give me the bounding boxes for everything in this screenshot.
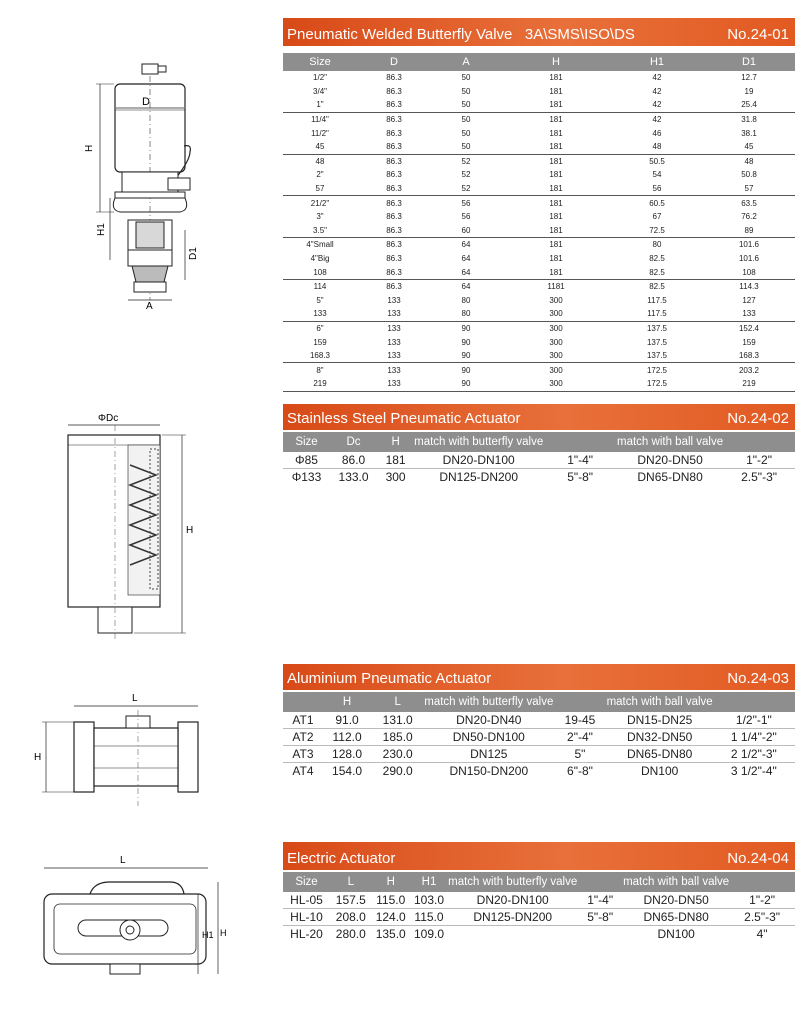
table-cell: 90 [461,351,471,361]
column-header: Size [283,53,357,71]
table-row [283,892,795,909]
table-cell: 82.5 [611,279,703,293]
table-cell: 300 [549,337,563,347]
table-cell: DN20-DN100 [448,892,577,909]
table-cell: 38.1 [741,128,757,138]
table-cell: 90 [431,321,501,335]
section-number: No.24-02 [727,410,789,427]
column-header: D [357,53,431,71]
table-cell: 181 [549,128,563,138]
table-cell: 86.3 [386,170,402,180]
table-cell: 50 [461,100,471,110]
table-cell: 80 [461,295,471,305]
table-cell: 300 [549,295,563,305]
table-cell: 208.0 [330,909,372,926]
table-cell: 300 [501,377,611,391]
table-cell: 3/4" [313,86,327,96]
column-header: match with ball valve [623,872,729,892]
electric-actuator-drawing [30,846,230,996]
table-cell: AT4 [292,764,314,778]
table-cell: 42 [652,100,662,110]
table-cell: 152.4 [703,321,795,335]
table-cell: 133 [313,309,327,319]
table-cell: 181 [549,86,563,96]
table-cell: DN100 [657,927,695,941]
table-cell: 89 [744,225,754,235]
table-row [283,377,795,391]
table-cell: DN20-DN100 [414,452,543,469]
table-cell: 5"-8" [577,909,623,926]
table-cell: 124.0 [372,909,410,926]
table-cell: 64 [461,254,471,264]
table-cell: DN20-DN50 [623,892,729,909]
table-cell: 137.5 [611,321,703,335]
table-cell: 181 [549,184,563,194]
table-cell: 3" [316,212,324,222]
table-row [283,85,795,99]
table-cell: 127 [742,295,756,305]
table-cell: 86.3 [386,225,402,235]
table-cell: 137.5 [646,351,668,361]
table-row [283,294,795,308]
table-cell: 86.3 [357,196,431,210]
table-cell [577,926,623,943]
table-cell: 50 [461,73,471,83]
table-cell: 67 [652,212,662,222]
table-cell: 80 [461,309,471,319]
table-cell: 42 [652,73,662,83]
table-cell: 19-45 [553,712,606,729]
table-cell: DN20-DN40 [424,712,553,729]
column-header [729,872,795,892]
table-row [283,98,795,112]
table-cell: 64 [461,267,471,277]
table-cell: 90 [461,337,471,347]
table-cell: 86.3 [357,154,431,168]
column-header: D1 [703,53,795,71]
table-cell: 63.5 [703,196,795,210]
table-cell: 137.5 [646,337,668,347]
table-cell: 1"-2" [723,452,795,469]
table-row [283,238,795,252]
table-cell: 172.5 [611,363,703,377]
table-cell: 290.0 [382,764,413,778]
table-cell: 1" [316,100,324,110]
table-row [283,140,795,154]
table-cell: 50.5 [611,154,703,168]
butterfly-valve-drawing [80,60,210,310]
table-cell: 1181 [501,279,611,293]
table-cell: DN125-DN200 [439,470,519,484]
table-cell: 48 [652,142,662,152]
stainless-actuator-drawing [58,405,208,645]
table-cell: 230.0 [371,746,424,763]
table-cell: 159 [313,337,327,347]
table-cell: 133 [387,295,401,305]
table-cell: 45 [315,142,325,152]
table-cell: 181 [501,238,611,252]
column-header [723,432,795,452]
table-cell: 64 [431,279,501,293]
table-cell: 117.5 [647,309,667,319]
table-cell: 80 [611,238,703,252]
table-cell: 181 [501,154,611,168]
table-cell: Φ133 [291,470,322,484]
table-cell: 60.5 [611,196,703,210]
table-cell: 6"-8" [567,764,593,778]
table-row [283,746,795,763]
table-cell: 157.5 [330,892,372,909]
table-cell: 133 [357,363,431,377]
table-cell: 133 [357,377,431,391]
table-row [283,469,795,486]
table-row [283,452,795,469]
dim-label-Dc: ΦDc [98,413,119,424]
aluminium-actuator-table [283,692,795,779]
table-cell: HL-20 [290,927,323,941]
table-cell: 131.0 [371,712,424,729]
dim-label-H: H [186,525,194,536]
table-cell: DN50-DN100 [424,729,553,746]
table-cell: 115.0 [372,892,410,909]
butterfly-valve-table [283,53,795,392]
table-cell: 52 [431,154,501,168]
table-cell: 133 [387,337,401,347]
table-cell: 114.3 [703,279,795,293]
table-cell: 168.3 [738,351,760,361]
column-header: H [377,432,414,452]
table-cell: 133 [742,309,756,319]
table-cell: 108 [742,267,756,277]
table-cell: 112.0 [323,729,371,746]
dim-label-H1: H1 [202,930,214,940]
dim-label-H: H [84,144,95,152]
table-cell: HL-10 [283,909,330,926]
section-banner-24-04 [283,842,795,870]
table-cell: 86.3 [386,100,402,110]
column-header: H1 [410,872,448,892]
table-cell: DN125-DN200 [448,909,577,926]
dim-label-H1: H1 [96,223,107,236]
column-header: H [323,692,371,712]
table-cell: 133 [387,351,401,361]
table-cell: 300 [549,309,563,319]
table-cell: 114 [283,279,357,293]
table-row [283,926,795,943]
column-header: match with ball valve [617,432,723,452]
section-banner-24-02 [283,404,795,430]
table-cell: 5" [316,295,324,305]
table-cell: DN15-DN25 [607,712,713,729]
table-cell: 181 [549,142,563,152]
table-cell: 101.6 [738,254,760,264]
column-header [577,872,623,892]
table-cell: 46 [652,128,662,138]
section-title: Stainless Steel Pneumatic Actuator [287,410,521,427]
section-number: No.24-03 [727,670,789,687]
table-cell: 3 1/2"-4" [730,764,777,778]
table-cell: 86.3 [386,254,402,264]
table-cell: Φ85 [283,452,330,469]
table-cell: 42 [652,86,662,96]
table-cell: 86.3 [386,73,402,83]
table-cell: 6" [283,321,357,335]
table-cell: 11/4" [283,112,357,126]
section-banner-24-01 [283,18,795,46]
column-header [553,692,606,712]
table-cell: 86.3 [357,112,431,126]
table-cell: 86.3 [386,267,402,277]
table-row [283,224,795,238]
dim-label-H: H [220,928,227,938]
table-cell: 54 [652,170,662,180]
table-cell: 86.0 [330,452,377,469]
column-header [283,692,323,712]
stainless-actuator-table [283,432,795,485]
table-cell: 86.3 [386,212,402,222]
table-cell: 64 [431,238,501,252]
section-number: No.24-01 [727,26,789,43]
column-header: L [371,692,424,712]
table-cell: 300 [501,321,611,335]
table-row [283,279,795,293]
column-header: match with ball valve [607,692,713,712]
table-cell: 300 [385,470,406,484]
table-cell: 103.0 [410,892,448,909]
table-cell: 91.0 [323,712,371,729]
table-cell: 12.7 [741,73,757,83]
table-row [283,909,795,926]
table-cell: 181 [549,254,563,264]
table-cell: 2 1/2"-3" [713,746,795,763]
column-header [543,432,617,452]
column-header: A [431,53,501,71]
table-cell: 90 [431,377,501,391]
table-row [283,168,795,182]
table-cell: 82.5 [649,254,665,264]
table-cell: 82.5 [649,267,665,277]
table-cell: 45 [744,142,754,152]
table-cell: 72.5 [649,225,665,235]
table-cell: 50 [431,112,501,126]
table-cell: 50.8 [741,170,757,180]
table-cell: 154.0 [332,764,363,778]
table-cell: HL-05 [283,892,330,909]
table-cell: 280.0 [335,927,366,941]
table-cell: 57 [315,184,325,194]
table-cell: 181 [501,196,611,210]
table-cell: 128.0 [323,746,371,763]
table-cell: 133 [357,321,431,335]
table-cell: 1"-4" [577,892,623,909]
table-cell: 172.5 [611,377,703,391]
column-header: H [501,53,611,71]
table-cell: 1/2" [313,73,327,83]
section-title: Aluminium Pneumatic Actuator [287,670,492,687]
table-cell: 219 [283,377,357,391]
table-row [283,307,795,321]
table-row [283,363,795,377]
column-header: H [372,872,410,892]
table-cell: AT3 [283,746,323,763]
table-row [283,196,795,210]
column-header: Size [283,872,330,892]
table-row [283,182,795,196]
table-cell [448,926,577,943]
table-cell: 56 [461,212,471,222]
table-cell: 1 1/4"-2" [713,729,795,746]
table-cell: 25.4 [741,100,757,110]
table-cell: 181 [549,170,563,180]
table-cell: 50 [461,86,471,96]
table-cell: 181 [549,73,563,83]
table-cell: AT2 [283,729,323,746]
table-cell: 52 [461,170,471,180]
table-cell: 4"Small [283,238,357,252]
table-cell: 181 [549,225,563,235]
table-cell: 168.3 [309,351,331,361]
dim-label-L: L [120,855,126,866]
table-cell: 1"-2" [729,892,795,909]
table-cell: 86.3 [357,279,431,293]
section-title: Electric Actuator [287,850,396,867]
table-cell: 86.3 [386,86,402,96]
table-cell: 1/2"-1" [713,712,795,729]
table-cell: 11/2" [311,128,329,138]
table-cell: 181 [549,100,563,110]
table-cell: 219 [703,377,795,391]
table-cell: 86.3 [357,238,431,252]
table-cell: 19 [744,86,754,96]
table-cell: 52 [461,184,471,194]
dim-label-D1: D1 [188,247,199,260]
table-cell: DN65-DN80 [623,909,729,926]
table-cell: 108 [313,267,327,277]
column-header: match with butterfly valve [414,432,543,452]
table-cell: 115.0 [410,909,448,926]
dim-label-A: A [146,301,153,310]
column-header: match with butterfly valve [424,692,553,712]
table-cell: 159 [742,337,756,347]
column-header: match with butterfly valve [448,872,577,892]
table-cell: 117.5 [647,295,667,305]
table-row [283,712,795,729]
table-row [283,763,795,780]
table-cell: 5"-8" [567,470,594,484]
table-cell: 181 [549,212,563,222]
table-cell: 133 [387,309,401,319]
table-cell: DN20-DN50 [617,452,723,469]
table-row [283,252,795,266]
table-cell: 181 [549,267,563,277]
table-cell: 4" [756,927,768,941]
table-cell: 90 [431,363,501,377]
table-cell: 42 [611,112,703,126]
table-row [283,729,795,746]
table-cell: 3.5" [313,225,327,235]
table-cell: 4"Big [310,254,330,264]
column-header: Dc [330,432,377,452]
table-cell: 31.8 [703,112,795,126]
table-cell: 300 [549,351,563,361]
table-cell: 56 [652,184,662,194]
section-banner-24-03 [283,664,795,690]
table-cell: 185.0 [371,729,424,746]
table-cell: 48 [703,154,795,168]
table-row [283,210,795,224]
table-cell: 86.3 [386,142,402,152]
table-cell: 2"-4" [553,729,606,746]
table-cell: 60 [461,225,471,235]
table-cell: 76.2 [741,212,757,222]
section-number: No.24-04 [727,850,789,867]
section-title: Pneumatic Welded Butterfly Valve 3A\SMS\ISO\DS [287,26,635,43]
table-cell: 2" [316,170,324,180]
column-header: Size [283,432,330,452]
table-cell: 135.0 [375,927,406,941]
table-cell: 86.3 [386,128,402,138]
dim-label-H: H [34,752,42,763]
column-header: L [330,872,372,892]
table-cell: 101.6 [703,238,795,252]
table-cell: 5" [553,746,606,763]
table-cell: 57 [744,184,754,194]
table-cell: DN100 [640,764,679,778]
table-row [283,265,795,279]
table-cell: 2.5"-3" [729,909,795,926]
table-cell: 50 [461,142,471,152]
table-cell: 48 [283,154,357,168]
table-cell: 56 [431,196,501,210]
table-cell: 133.0 [338,470,369,484]
table-cell: DN32-DN50 [607,729,713,746]
table-cell: 109.0 [413,927,445,941]
table-cell: 2.5"-3" [741,470,777,484]
dim-label-D: D [142,96,150,108]
electric-actuator-table [283,872,795,942]
column-header [713,692,795,712]
table-cell: DN65-DN80 [637,470,703,484]
column-header: H1 [611,53,703,71]
aluminium-actuator-drawing [30,688,210,818]
dim-label-L: L [132,693,138,704]
table-row [283,321,795,335]
table-row [283,126,795,140]
table-cell: 21/2" [283,196,357,210]
table-cell: AT1 [283,712,323,729]
table-cell: 86.3 [386,184,402,194]
table-row [283,335,795,349]
table-cell: 50 [461,128,471,138]
table-row [283,154,795,168]
table-cell: 8" [283,363,357,377]
table-cell: 181 [377,452,414,469]
table-row [283,71,795,85]
table-cell: DN125 [424,746,553,763]
table-cell: DN65-DN80 [607,746,713,763]
table-cell: DN150-DN200 [449,764,529,778]
table-row [283,112,795,126]
table-row [283,349,795,363]
table-cell: 300 [501,363,611,377]
table-cell: 203.2 [703,363,795,377]
table-cell: 1"-4" [543,452,617,469]
table-cell: 181 [501,112,611,126]
